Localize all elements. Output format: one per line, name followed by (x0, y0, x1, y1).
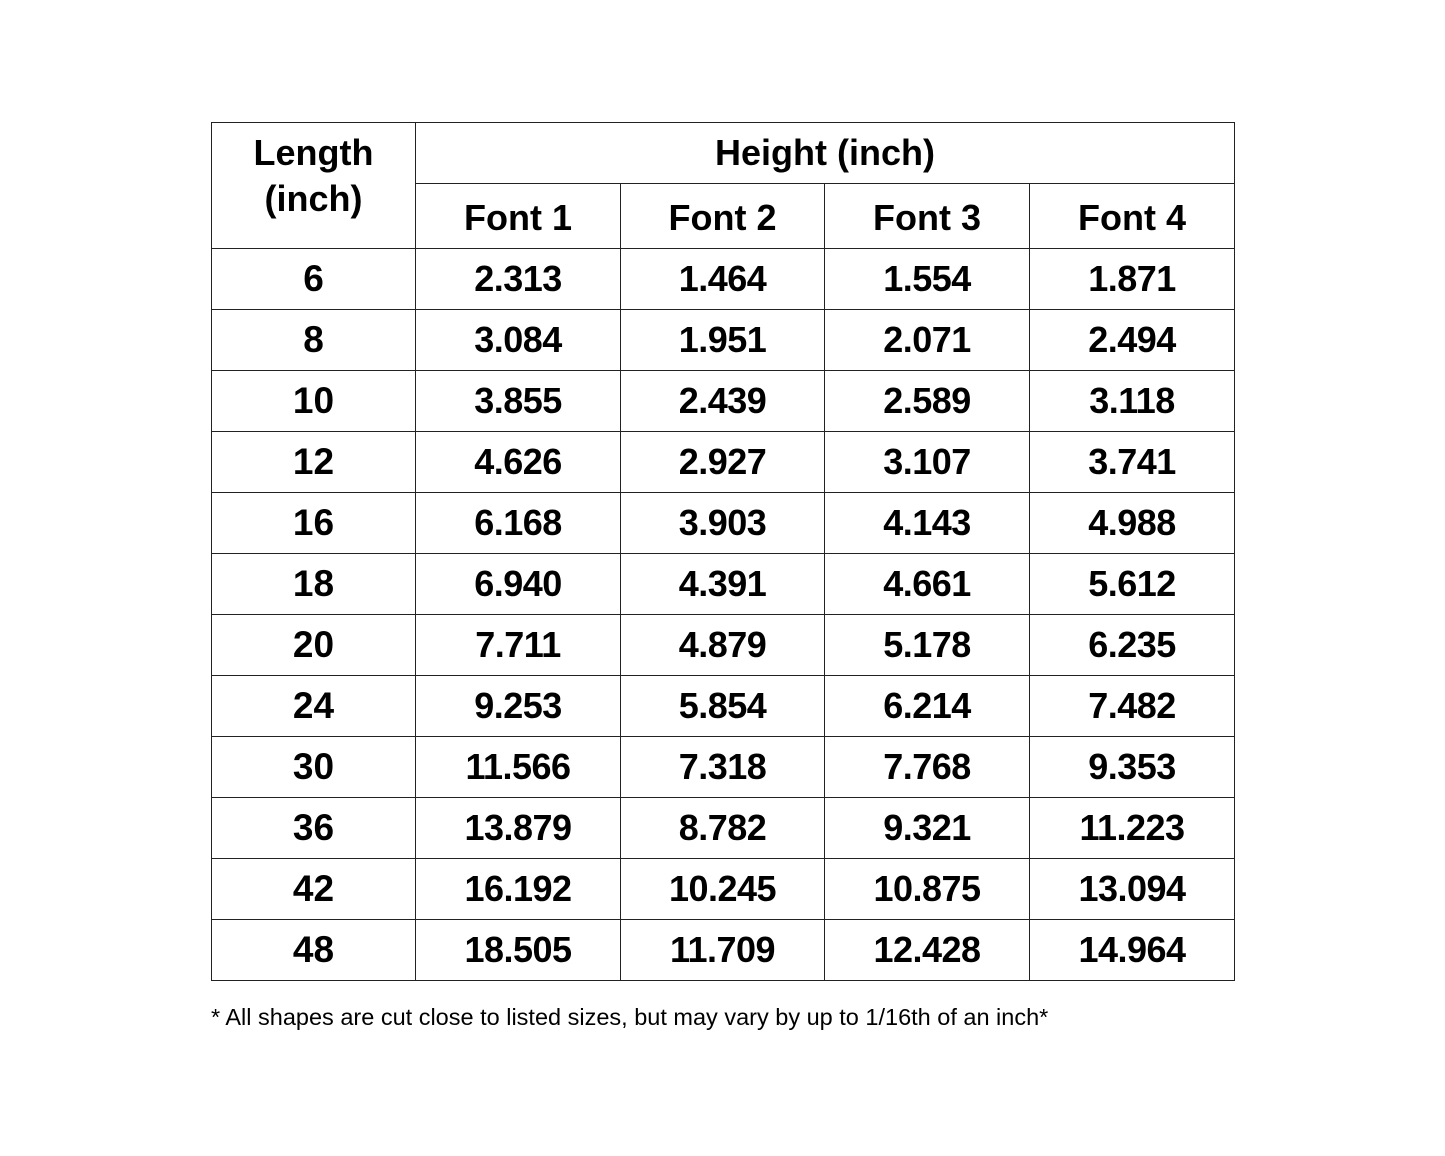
height-cell-font-1: 4.626 (416, 432, 621, 493)
height-cell-font-1: 18.505 (416, 920, 621, 981)
height-cell-font-4: 1.871 (1030, 249, 1235, 310)
table-row (212, 371, 1235, 432)
table-row (212, 676, 1235, 737)
height-cell-font-1: 3.855 (416, 371, 621, 432)
height-cell-font-3: 10.875 (825, 859, 1030, 920)
table-row (212, 920, 1235, 981)
height-cell-font-2: 4.391 (621, 554, 825, 615)
height-cell-font-2: 2.439 (621, 371, 825, 432)
table-row (212, 859, 1235, 920)
length-header-line1: Length (253, 131, 374, 173)
length-cell: 48 (212, 920, 416, 981)
height-cell-font-3: 9.321 (825, 798, 1030, 859)
table-row (212, 310, 1235, 371)
length-cell: 36 (212, 798, 416, 859)
height-cell-font-3: 3.107 (825, 432, 1030, 493)
font-3-header: Font 3 (825, 184, 1030, 249)
height-cell-font-2: 1.951 (621, 310, 825, 371)
height-cell-font-2: 2.927 (621, 432, 825, 493)
height-cell-font-1: 6.168 (416, 493, 621, 554)
height-cell-font-3: 2.071 (825, 310, 1030, 371)
length-cell: 12 (212, 432, 416, 493)
table-row (212, 554, 1235, 615)
length-column-header (212, 123, 416, 249)
height-cell-font-4: 2.494 (1030, 310, 1235, 371)
height-cell-font-1: 11.566 (416, 737, 621, 798)
height-cell-font-2: 8.782 (621, 798, 825, 859)
height-cell-font-1: 6.940 (416, 554, 621, 615)
height-cell-font-3: 1.554 (825, 249, 1030, 310)
table-row (212, 737, 1235, 798)
font-2-header: Font 2 (621, 184, 825, 249)
table-row (212, 493, 1235, 554)
length-header-line2: (inch) (264, 177, 363, 219)
length-cell: 10 (212, 371, 416, 432)
height-cell-font-1: 13.879 (416, 798, 621, 859)
height-cell-font-4: 9.353 (1030, 737, 1235, 798)
height-cell-font-3: 2.589 (825, 371, 1030, 432)
size-chart-table (211, 122, 1235, 981)
height-cell-font-4: 3.741 (1030, 432, 1235, 493)
length-cell: 8 (212, 310, 416, 371)
length-cell: 20 (212, 615, 416, 676)
height-cell-font-1: 2.313 (416, 249, 621, 310)
height-cell-font-4: 14.964 (1030, 920, 1235, 981)
length-cell: 18 (212, 554, 416, 615)
height-cell-font-2: 1.464 (621, 249, 825, 310)
height-cell-font-3: 7.768 (825, 737, 1030, 798)
height-cell-font-3: 6.214 (825, 676, 1030, 737)
height-cell-font-3: 5.178 (825, 615, 1030, 676)
header-row-top (212, 123, 1235, 184)
table-body (212, 249, 1235, 981)
height-cell-font-1: 3.084 (416, 310, 621, 371)
font-4-header: Font 4 (1030, 184, 1235, 249)
height-cell-font-4: 5.612 (1030, 554, 1235, 615)
table-row (212, 615, 1235, 676)
height-cell-font-4: 7.482 (1030, 676, 1235, 737)
table-row (212, 432, 1235, 493)
height-cell-font-2: 3.903 (621, 493, 825, 554)
height-cell-font-2: 4.879 (621, 615, 825, 676)
height-cell-font-3: 4.661 (825, 554, 1030, 615)
height-cell-font-2: 10.245 (621, 859, 825, 920)
length-cell: 6 (212, 249, 416, 310)
table-header (212, 123, 1235, 249)
height-cell-font-3: 12.428 (825, 920, 1030, 981)
height-cell-font-4: 13.094 (1030, 859, 1235, 920)
height-cell-font-1: 9.253 (416, 676, 621, 737)
length-cell: 42 (212, 859, 416, 920)
height-cell-font-2: 11.709 (621, 920, 825, 981)
table-row (212, 798, 1235, 859)
height-cell-font-2: 7.318 (621, 737, 825, 798)
height-cell-font-3: 4.143 (825, 493, 1030, 554)
height-cell-font-1: 16.192 (416, 859, 621, 920)
table-row (212, 249, 1235, 310)
height-group-header: Height (inch) (416, 123, 1235, 184)
footnote: * All shapes are cut close to listed sizes, but may vary by up to 1/16th of an inch* (211, 1004, 1049, 1030)
length-cell: 16 (212, 493, 416, 554)
height-cell-font-4: 11.223 (1030, 798, 1235, 859)
height-cell-font-4: 3.118 (1030, 371, 1235, 432)
length-cell: 30 (212, 737, 416, 798)
height-cell-font-1: 7.711 (416, 615, 621, 676)
height-cell-font-4: 4.988 (1030, 493, 1235, 554)
height-cell-font-2: 5.854 (621, 676, 825, 737)
font-1-header: Font 1 (416, 184, 621, 249)
height-cell-font-4: 6.235 (1030, 615, 1235, 676)
length-cell: 24 (212, 676, 416, 737)
